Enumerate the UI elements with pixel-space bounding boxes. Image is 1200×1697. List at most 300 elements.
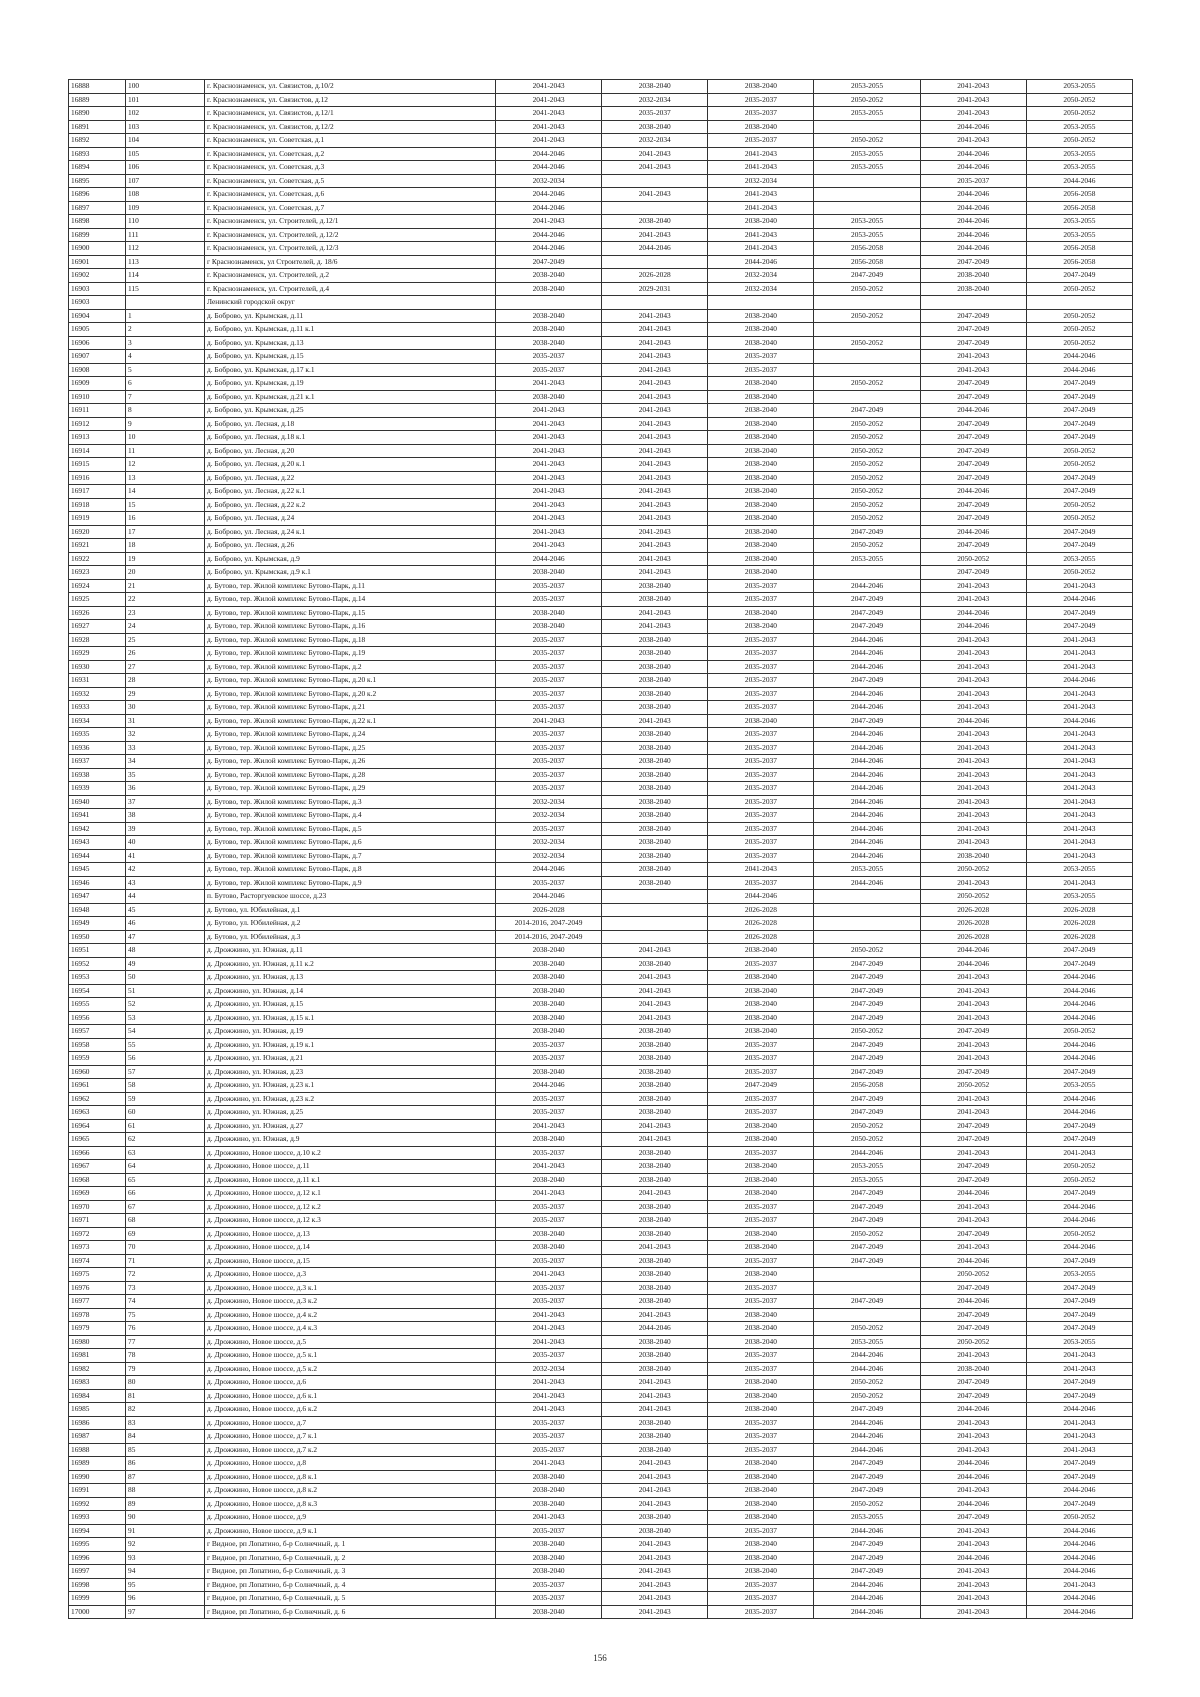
row-number-cell: 49	[126, 957, 205, 971]
period-1-cell: 2041-2043	[496, 1268, 602, 1282]
period-3-cell: 2035-2037	[708, 701, 814, 715]
period-1-cell: 2038-2040	[496, 1025, 602, 1039]
row-id-cell: 16995	[69, 1538, 126, 1552]
period-4-cell	[814, 930, 920, 944]
period-5-cell: 2050-2052	[920, 1079, 1026, 1093]
period-5-cell: 2041-2043	[920, 1538, 1026, 1552]
period-1-cell: 2035-2037	[496, 876, 602, 890]
table-row	[69, 930, 1133, 944]
address-cell: д. Бутово, тер. Жилой комплекс Бутово-Парк, д.25	[205, 741, 496, 755]
period-2-cell: 2038-2040	[602, 1227, 708, 1241]
period-1-cell: 2035-2037	[496, 647, 602, 661]
period-3-cell: 2038-2040	[708, 1025, 814, 1039]
row-id-cell: 16980	[69, 1335, 126, 1349]
period-6-cell: 2047-2049	[1026, 1376, 1132, 1390]
period-2-cell: 2038-2040	[602, 1416, 708, 1430]
period-2-cell: 2038-2040	[602, 633, 708, 647]
row-id-cell: 16897	[69, 201, 126, 215]
period-5-cell: 2047-2049	[920, 1119, 1026, 1133]
row-number-cell: 24	[126, 620, 205, 634]
period-4-cell: 2044-2046	[814, 647, 920, 661]
row-number-cell: 34	[126, 755, 205, 769]
period-4-cell	[814, 323, 920, 337]
row-number-cell: 7	[126, 390, 205, 404]
period-1-cell: 2041-2043	[496, 215, 602, 229]
period-3-cell: 2035-2037	[708, 728, 814, 742]
period-1-cell: 2041-2043	[496, 714, 602, 728]
address-cell: г. Краснознаменск, ул. Советская, д.1	[205, 134, 496, 148]
period-4-cell: 2053-2055	[814, 215, 920, 229]
table-row	[69, 1430, 1133, 1444]
period-4-cell: 2047-2049	[814, 606, 920, 620]
period-3-cell: 2035-2037	[708, 1052, 814, 1066]
row-id-cell: 16938	[69, 768, 126, 782]
period-3-cell: 2035-2037	[708, 741, 814, 755]
period-5-cell: 2041-2043	[920, 782, 1026, 796]
row-number-cell: 86	[126, 1457, 205, 1471]
period-5-cell: 2047-2049	[920, 377, 1026, 391]
period-5-cell: 2047-2049	[920, 323, 1026, 337]
schedule-table-body	[69, 80, 1133, 1619]
address-cell: д. Бутово, тер. Жилой комплекс Бутово-Парк, д.11	[205, 579, 496, 593]
period-2-cell: 2038-2040	[602, 795, 708, 809]
period-3-cell: 2038-2040	[708, 1403, 814, 1417]
period-3-cell: 2035-2037	[708, 768, 814, 782]
period-2-cell: 2038-2040	[602, 1092, 708, 1106]
table-row	[69, 1187, 1133, 1201]
period-2-cell: 2038-2040	[602, 957, 708, 971]
period-6-cell: 2041-2043	[1026, 836, 1132, 850]
table-row	[69, 1214, 1133, 1228]
period-6-cell: 2044-2046	[1026, 1551, 1132, 1565]
period-3-cell: 2038-2040	[708, 539, 814, 553]
period-6-cell: 2044-2046	[1026, 984, 1132, 998]
period-2-cell: 2041-2043	[602, 1376, 708, 1390]
period-4-cell: 2050-2052	[814, 444, 920, 458]
period-3-cell: 2038-2040	[708, 971, 814, 985]
row-number-cell: 6	[126, 377, 205, 391]
period-5-cell: 2047-2049	[920, 390, 1026, 404]
period-1-cell: 2041-2043	[496, 80, 602, 94]
period-5-cell: 2041-2043	[920, 836, 1026, 850]
row-id-cell: 16992	[69, 1497, 126, 1511]
period-2-cell: 2038-2040	[602, 1079, 708, 1093]
period-5-cell: 2044-2046	[920, 242, 1026, 256]
period-1-cell: 2041-2043	[496, 1389, 602, 1403]
period-4-cell: 2050-2052	[814, 1389, 920, 1403]
period-1-cell: 2041-2043	[496, 107, 602, 121]
period-6-cell: 2044-2046	[1026, 971, 1132, 985]
period-1-cell: 2041-2043	[496, 1376, 602, 1390]
address-cell: д. Дрожжино, Новое шоссе, д.5	[205, 1335, 496, 1349]
period-1-cell: 2038-2040	[496, 998, 602, 1012]
row-id-cell: 16979	[69, 1322, 126, 1336]
period-1-cell: 2038-2040	[496, 620, 602, 634]
address-cell: д. Дрожжино, ул. Южная, д.23 к.2	[205, 1092, 496, 1106]
period-3-cell: 2035-2037	[708, 134, 814, 148]
period-5-cell: 2047-2049	[920, 539, 1026, 553]
period-6-cell: 2047-2049	[1026, 404, 1132, 418]
period-5-cell: 2026-2028	[920, 917, 1026, 931]
table-row	[69, 323, 1133, 337]
period-6-cell: 2044-2046	[1026, 998, 1132, 1012]
period-6-cell: 2047-2049	[1026, 606, 1132, 620]
period-1-cell	[496, 296, 602, 310]
address-cell: г. Краснознаменск, ул. Связистов, д.12	[205, 93, 496, 107]
row-number-cell: 72	[126, 1268, 205, 1282]
period-6-cell: 2050-2052	[1026, 134, 1132, 148]
period-3-cell: 2038-2040	[708, 485, 814, 499]
row-number-cell: 77	[126, 1335, 205, 1349]
row-number-cell: 19	[126, 552, 205, 566]
row-number-cell: 30	[126, 701, 205, 715]
table-row	[69, 174, 1133, 188]
period-3-cell: 2035-2037	[708, 849, 814, 863]
period-6-cell: 2056-2058	[1026, 255, 1132, 269]
period-6-cell: 2026-2028	[1026, 903, 1132, 917]
period-6-cell: 2047-2049	[1026, 1470, 1132, 1484]
table-row	[69, 822, 1133, 836]
period-3-cell: 2038-2040	[708, 1268, 814, 1282]
row-id-cell: 16945	[69, 863, 126, 877]
period-1-cell: 2035-2037	[496, 1038, 602, 1052]
row-id-cell: 16923	[69, 566, 126, 580]
row-number-cell: 114	[126, 269, 205, 283]
period-4-cell: 2047-2049	[814, 1551, 920, 1565]
address-cell: д. Дрожжино, Новое шоссе, д.4 к.3	[205, 1322, 496, 1336]
row-id-cell: 16990	[69, 1470, 126, 1484]
table-row	[69, 768, 1133, 782]
table-row	[69, 404, 1133, 418]
period-4-cell: 2047-2049	[814, 404, 920, 418]
period-3-cell: 2032-2034	[708, 269, 814, 283]
row-number-cell	[126, 296, 205, 310]
period-3-cell: 2035-2037	[708, 107, 814, 121]
period-3-cell: 2044-2046	[708, 890, 814, 904]
period-5-cell: 2041-2043	[920, 1605, 1026, 1619]
period-4-cell: 2047-2049	[814, 1538, 920, 1552]
row-number-cell: 16	[126, 512, 205, 526]
period-4-cell: 2047-2049	[814, 1565, 920, 1579]
period-2-cell: 2032-2034	[602, 134, 708, 148]
period-1-cell: 2035-2037	[496, 1430, 602, 1444]
period-4-cell: 2047-2049	[814, 620, 920, 634]
row-number-cell: 26	[126, 647, 205, 661]
period-4-cell	[814, 296, 920, 310]
period-2-cell: 2041-2043	[602, 1538, 708, 1552]
period-3-cell: 2035-2037	[708, 1443, 814, 1457]
period-6-cell: 2047-2049	[1026, 1133, 1132, 1147]
period-5-cell: 2041-2043	[920, 1106, 1026, 1120]
period-3-cell: 2032-2034	[708, 282, 814, 296]
period-2-cell: 2041-2043	[602, 606, 708, 620]
table-row	[69, 1025, 1133, 1039]
period-5-cell: 2041-2043	[920, 728, 1026, 742]
period-1-cell: 2032-2034	[496, 849, 602, 863]
period-1-cell: 2041-2043	[496, 431, 602, 445]
address-cell: д. Дрожжино, Новое шоссе, д.5 к.1	[205, 1349, 496, 1363]
period-2-cell: 2038-2040	[602, 593, 708, 607]
period-1-cell: 2041-2043	[496, 120, 602, 134]
period-2-cell: 2038-2040	[602, 768, 708, 782]
period-6-cell: 2053-2055	[1026, 80, 1132, 94]
period-5-cell: 2041-2043	[920, 984, 1026, 998]
period-2-cell: 2038-2040	[602, 1254, 708, 1268]
period-3-cell: 2038-2040	[708, 1389, 814, 1403]
period-3-cell: 2038-2040	[708, 1470, 814, 1484]
row-id-cell: 16974	[69, 1254, 126, 1268]
period-6-cell: 2041-2043	[1026, 741, 1132, 755]
address-cell: д. Дрожжино, Новое шоссе, д.13	[205, 1227, 496, 1241]
period-5-cell: 2050-2052	[920, 890, 1026, 904]
period-5-cell: 2041-2043	[920, 1241, 1026, 1255]
row-number-cell: 4	[126, 350, 205, 364]
address-cell: д. Бутово, тер. Жилой комплекс Бутово-Парк, д.9	[205, 876, 496, 890]
period-6-cell: 2026-2028	[1026, 930, 1132, 944]
row-id-cell: 16903	[69, 282, 126, 296]
row-number-cell: 3	[126, 336, 205, 350]
row-number-cell: 40	[126, 836, 205, 850]
period-4-cell: 2047-2049	[814, 971, 920, 985]
address-cell: д. Дрожжино, Новое шоссе, д.3 к.1	[205, 1281, 496, 1295]
table-row	[69, 593, 1133, 607]
period-2-cell: 2041-2043	[602, 944, 708, 958]
row-number-cell: 46	[126, 917, 205, 931]
row-id-cell: 16975	[69, 1268, 126, 1282]
period-2-cell: 2041-2043	[602, 471, 708, 485]
table-row	[69, 431, 1133, 445]
row-number-cell: 83	[126, 1416, 205, 1430]
address-cell: г. Краснознаменск, ул. Советская, д.7	[205, 201, 496, 215]
period-5-cell: 2047-2049	[920, 566, 1026, 580]
period-5-cell: 2041-2043	[920, 795, 1026, 809]
table-row	[69, 714, 1133, 728]
table-row	[69, 903, 1133, 917]
row-number-cell: 38	[126, 809, 205, 823]
period-3-cell: 2038-2040	[708, 512, 814, 526]
period-3-cell: 2038-2040	[708, 336, 814, 350]
period-1-cell: 2041-2043	[496, 377, 602, 391]
period-1-cell: 2038-2040	[496, 1241, 602, 1255]
period-4-cell: 2047-2049	[814, 1200, 920, 1214]
period-1-cell: 2035-2037	[496, 768, 602, 782]
address-cell: д. Дрожжино, ул. Южная, д.11 к.2	[205, 957, 496, 971]
period-6-cell: 2041-2043	[1026, 1430, 1132, 1444]
period-6-cell: 2041-2043	[1026, 647, 1132, 661]
period-3-cell: 2035-2037	[708, 1578, 814, 1592]
period-1-cell: 2038-2040	[496, 1538, 602, 1552]
period-2-cell: 2041-2043	[602, 1497, 708, 1511]
period-6-cell: 2044-2046	[1026, 1403, 1132, 1417]
address-cell: г Краснознаменск, ул Строителей, д. 18/6	[205, 255, 496, 269]
row-number-cell: 53	[126, 1011, 205, 1025]
table-row	[69, 336, 1133, 350]
period-1-cell: 2044-2046	[496, 1079, 602, 1093]
period-4-cell: 2047-2049	[814, 1187, 920, 1201]
period-6-cell: 2044-2046	[1026, 1565, 1132, 1579]
row-id-cell: 16899	[69, 228, 126, 242]
row-id-cell: 16956	[69, 1011, 126, 1025]
row-number-cell: 73	[126, 1281, 205, 1295]
period-2-cell: 2041-2043	[602, 620, 708, 634]
period-3-cell: 2038-2040	[708, 620, 814, 634]
table-row	[69, 201, 1133, 215]
period-3-cell: 2038-2040	[708, 998, 814, 1012]
address-cell: г. Краснознаменск, ул. Советская, д.3	[205, 161, 496, 175]
period-2-cell: 2038-2040	[602, 755, 708, 769]
period-1-cell: 2035-2037	[496, 822, 602, 836]
row-number-cell: 87	[126, 1470, 205, 1484]
row-number-cell: 71	[126, 1254, 205, 1268]
period-2-cell: 2041-2043	[602, 984, 708, 998]
period-5-cell: 2047-2049	[920, 1227, 1026, 1241]
period-2-cell: 2041-2043	[602, 552, 708, 566]
period-3-cell: 2038-2040	[708, 390, 814, 404]
period-6-cell: 2044-2046	[1026, 363, 1132, 377]
period-4-cell: 2053-2055	[814, 161, 920, 175]
address-cell: д. Бутово, тер. Жилой комплекс Бутово-Парк, д.28	[205, 768, 496, 782]
period-2-cell: 2038-2040	[602, 647, 708, 661]
period-2-cell: 2041-2043	[602, 1605, 708, 1619]
period-2-cell: 2038-2040	[602, 1430, 708, 1444]
address-cell: п. Бутово, Расторгуевское шоссе, д.23	[205, 890, 496, 904]
period-5-cell: 2041-2043	[920, 1092, 1026, 1106]
period-1-cell: 2038-2040	[496, 1484, 602, 1498]
period-6-cell: 2050-2052	[1026, 1511, 1132, 1525]
period-4-cell: 2047-2049	[814, 1403, 920, 1417]
row-number-cell: 58	[126, 1079, 205, 1093]
period-3-cell: 2035-2037	[708, 1200, 814, 1214]
row-id-cell: 16890	[69, 107, 126, 121]
period-5-cell: 2050-2052	[920, 552, 1026, 566]
table-row	[69, 1160, 1133, 1174]
table-row	[69, 687, 1133, 701]
row-id-cell: 16936	[69, 741, 126, 755]
table-row	[69, 1281, 1133, 1295]
period-3-cell: 2038-2040	[708, 1551, 814, 1565]
table-row	[69, 1308, 1133, 1322]
row-number-cell: 39	[126, 822, 205, 836]
period-1-cell: 2038-2040	[496, 566, 602, 580]
row-number-cell: 47	[126, 930, 205, 944]
table-row	[69, 1349, 1133, 1363]
row-id-cell: 16967	[69, 1160, 126, 1174]
row-id-cell: 16909	[69, 377, 126, 391]
table-row	[69, 863, 1133, 877]
row-id-cell: 16896	[69, 188, 126, 202]
period-4-cell: 2050-2052	[814, 1376, 920, 1390]
period-4-cell: 2044-2046	[814, 795, 920, 809]
table-row	[69, 984, 1133, 998]
period-3-cell: 2038-2040	[708, 1160, 814, 1174]
table-row	[69, 350, 1133, 364]
period-4-cell: 2047-2049	[814, 1038, 920, 1052]
period-6-cell: 2041-2043	[1026, 1578, 1132, 1592]
address-cell: д. Дрожжино, ул. Южная, д.9	[205, 1133, 496, 1147]
period-2-cell: 2041-2043	[602, 485, 708, 499]
period-5-cell: 2041-2043	[920, 350, 1026, 364]
period-1-cell: 2035-2037	[496, 363, 602, 377]
period-6-cell: 2044-2046	[1026, 1038, 1132, 1052]
period-2-cell: 2041-2043	[602, 714, 708, 728]
table-row	[69, 1146, 1133, 1160]
table-row	[69, 1227, 1133, 1241]
period-5-cell: 2047-2049	[920, 1065, 1026, 1079]
address-cell: д. Бутово, тер. Жилой комплекс Бутово-Парк, д.15	[205, 606, 496, 620]
row-number-cell: 2	[126, 323, 205, 337]
period-2-cell: 2041-2043	[602, 1403, 708, 1417]
row-number-cell: 100	[126, 80, 205, 94]
period-2-cell: 2041-2043	[602, 363, 708, 377]
period-6-cell: 2047-2049	[1026, 1065, 1132, 1079]
period-3-cell: 2044-2046	[708, 255, 814, 269]
row-id-cell: 16998	[69, 1578, 126, 1592]
period-1-cell: 2038-2040	[496, 269, 602, 283]
period-3-cell: 2035-2037	[708, 593, 814, 607]
period-2-cell: 2041-2043	[602, 431, 708, 445]
address-cell: д. Боброво, ул. Крымская, д.15	[205, 350, 496, 364]
period-6-cell: 2053-2055	[1026, 552, 1132, 566]
period-6-cell: 2041-2043	[1026, 1349, 1132, 1363]
row-number-cell: 57	[126, 1065, 205, 1079]
address-cell: д. Бутово, тер. Жилой комплекс Бутово-Парк, д.21	[205, 701, 496, 715]
period-6-cell: 2041-2043	[1026, 809, 1132, 823]
table-row	[69, 444, 1133, 458]
period-4-cell: 2047-2049	[814, 593, 920, 607]
period-1-cell: 2038-2040	[496, 390, 602, 404]
period-1-cell: 2035-2037	[496, 674, 602, 688]
period-3-cell: 2035-2037	[708, 1430, 814, 1444]
address-cell: д. Дрожжино, Новое шоссе, д.12 к.2	[205, 1200, 496, 1214]
period-5-cell: 2041-2043	[920, 1430, 1026, 1444]
period-4-cell: 2044-2046	[814, 1362, 920, 1376]
table-row	[69, 552, 1133, 566]
row-id-cell: 16966	[69, 1146, 126, 1160]
period-6-cell: 2050-2052	[1026, 309, 1132, 323]
period-2-cell: 2038-2040	[602, 1146, 708, 1160]
period-3-cell: 2038-2040	[708, 1011, 814, 1025]
period-4-cell: 2053-2055	[814, 80, 920, 94]
period-5-cell: 2041-2043	[920, 1565, 1026, 1579]
period-2-cell: 2038-2040	[602, 687, 708, 701]
address-cell: д. Боброво, ул. Лесная, д.20 к.1	[205, 458, 496, 472]
row-id-cell: 16963	[69, 1106, 126, 1120]
address-cell: д. Дрожжино, Новое шоссе, д.3	[205, 1268, 496, 1282]
address-cell: д. Дрожжино, ул. Южная, д.21	[205, 1052, 496, 1066]
period-4-cell: 2044-2046	[814, 741, 920, 755]
period-5-cell: 2041-2043	[920, 1011, 1026, 1025]
period-3-cell: 2038-2040	[708, 471, 814, 485]
period-2-cell: 2041-2043	[602, 1133, 708, 1147]
period-3-cell: 2038-2040	[708, 1322, 814, 1336]
period-1-cell: 2035-2037	[496, 1416, 602, 1430]
period-5-cell: 2047-2049	[920, 1025, 1026, 1039]
row-number-cell: 84	[126, 1430, 205, 1444]
row-id-cell: 16991	[69, 1484, 126, 1498]
period-2-cell: 2041-2043	[602, 1389, 708, 1403]
period-5-cell: 2038-2040	[920, 1362, 1026, 1376]
period-3-cell: 2035-2037	[708, 1592, 814, 1606]
address-cell: д. Дрожжино, ул. Южная, д.11	[205, 944, 496, 958]
address-cell: г. Краснознаменск, ул. Советская, д.6	[205, 188, 496, 202]
period-6-cell: 2053-2055	[1026, 120, 1132, 134]
period-3-cell: 2035-2037	[708, 1524, 814, 1538]
period-1-cell: 2038-2040	[496, 323, 602, 337]
table-row	[69, 1052, 1133, 1066]
period-6-cell: 2050-2052	[1026, 336, 1132, 350]
row-number-cell: 17	[126, 525, 205, 539]
period-1-cell: 2044-2046	[496, 188, 602, 202]
